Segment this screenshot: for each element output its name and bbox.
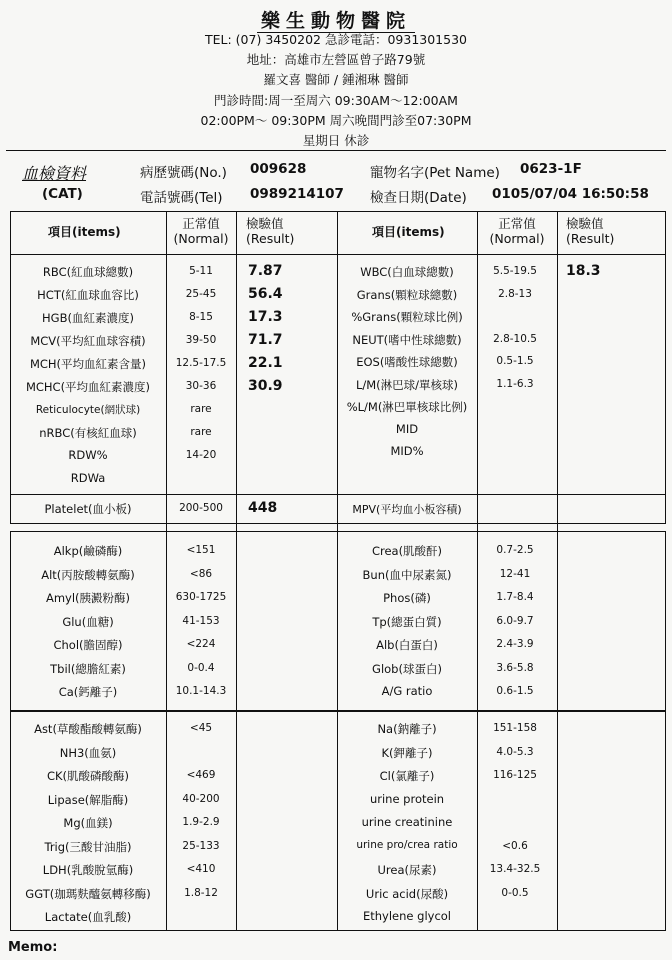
lab-item-name: Phos(磷) (383, 591, 431, 605)
lab-normal-range: 0.6-1.5 (496, 685, 534, 697)
lab-normal-range: 2.4-3.9 (496, 638, 534, 650)
lab-item-name: WBC(白血球總數) (360, 265, 454, 279)
lab-item-name: Uric acid(尿酸) (365, 886, 449, 901)
lab-item-name: NEUT(嗜中性球總數) (352, 332, 462, 347)
lab-normal-range: 5-11 (189, 265, 213, 277)
lab-item-name: %Grans(顆粒球比例) (351, 310, 463, 324)
clinic-address: 地址：高雄市左營區曾子路79號 (246, 52, 426, 67)
lab-normal-range: 116-125 (493, 769, 537, 781)
lab-item-name: Ast(草酸酯酸轉氨酶) (34, 722, 142, 736)
lab-item-name: Ethylene glycol (362, 909, 451, 923)
lab-item-name: Crea(肌酸酐) (371, 544, 443, 558)
platelet-normal: 200-500 (179, 502, 223, 514)
lab-normal-range: <151 (186, 544, 216, 556)
col-rule (477, 211, 478, 931)
lab-normal-range: 0.5-1.5 (496, 355, 534, 367)
lab-item-name: Alb(白蛋白) (376, 638, 438, 652)
lab-item-name: MID (395, 421, 419, 436)
platelet-rule (10, 494, 666, 495)
clinic-hours-3: 星期日 休診 (302, 133, 370, 148)
lab-item-name: urine creatinine (361, 815, 453, 829)
lab-normal-range: 30-36 (185, 380, 217, 392)
lab-normal-range: 2.8-13 (498, 287, 532, 300)
memo-label: Memo: (8, 940, 58, 955)
lab-normal-range: 5.5-19.5 (493, 265, 537, 277)
lab-item-name: CK(肌酸磷酸酶) (46, 769, 130, 783)
lab-item-name: Lipase(解脂酶) (47, 792, 129, 807)
lab-normal-range: 0.7-2.5 (496, 544, 534, 556)
clinic-phone: TEL: (07) 3450202 急診電話：0931301530 (205, 32, 467, 47)
lab-item-name: Tbil(總膽紅素) (50, 661, 126, 676)
lab-item-name: Urea(尿素) (377, 863, 437, 877)
tel-label: 電話號碼(Tel) (140, 190, 223, 206)
lab-item-name: HGB(血紅素濃度) (42, 311, 134, 325)
lab-result-value: 56.4 (248, 286, 283, 302)
lab-result-value: 17.3 (248, 309, 283, 325)
lab-item-name: Chol(膽固醇) (53, 638, 123, 652)
lab-item-name: K(鉀離子) (381, 745, 433, 760)
lab-normal-range: <45 (189, 722, 213, 734)
clinic-hours-2: 02:00PM～ 09:30PM 周六晚間門診至07:30PM (200, 113, 472, 128)
lab-normal-range: 0-0.5 (501, 886, 529, 899)
lab-item-name: %L/M(淋巴單核球比例) (346, 400, 468, 414)
case-no-label: 病歷號碼(No.) (140, 165, 227, 181)
lab-normal-range: 630-1725 (175, 591, 227, 603)
lab-normal-range: 25-133 (182, 839, 220, 852)
lab-normal-range: 4.0-5.3 (496, 745, 534, 758)
lab-item-name: MCV(平均紅血球容積) (30, 334, 146, 348)
lab-item-name: MCHC(平均血紅素濃度) (25, 380, 151, 394)
lab-item-name: GGT(珈瑪麩醯氨轉移酶) (25, 886, 151, 901)
lab-normal-range: 0-0.4 (187, 661, 215, 674)
lab-item-name: EOS(嗜酸性球總數) (356, 355, 458, 369)
lab-item-name: Alkp(鹼磷酶) (53, 544, 123, 558)
lab-item-name: Ca(鈣離子) (58, 685, 118, 699)
lab-normal-range: 8-15 (189, 311, 213, 323)
lab-result-value: 22.1 (248, 355, 283, 371)
lab-item-name: Grans(顆粒球總數) (356, 287, 458, 302)
lab-normal-range: 40-200 (182, 792, 220, 805)
lab-normal-range: 13.4-32.5 (489, 863, 541, 875)
lab-item-name: Glu(血糖) (62, 614, 114, 629)
lab-normal-range: 25-45 (185, 288, 217, 300)
lab-normal-range: rare (190, 426, 212, 438)
lab-normal-range: <0.6 (502, 839, 528, 852)
pet-name-label: 寵物名字(Pet Name) (370, 165, 500, 181)
platelet-item: Platelet(血小板) (44, 502, 132, 516)
lab-item-name: A/G ratio (381, 684, 433, 698)
lab-item-name: Alt(丙胺酸轉氨酶) (41, 567, 135, 582)
clinic-hours-1: 門診時間:周一至周六 09:30AM～12:00AM (214, 93, 458, 108)
lab-normal-range: 12-41 (499, 567, 531, 580)
lab-normal-range: 10.1-14.3 (175, 685, 227, 697)
mpv-item: MPV(平均血小板容積) (352, 503, 462, 516)
cbc-header-rule (10, 254, 666, 255)
col-item-left: 項目(items) (48, 225, 121, 239)
record-title: 血檢資料 (22, 164, 87, 183)
header-rule (6, 150, 666, 151)
col-result-left: 檢驗值 (Result) (246, 216, 295, 246)
lab-normal-range: 1.9-2.9 (182, 816, 220, 828)
date-label: 檢查日期(Date) (370, 190, 467, 206)
lab-item-name: Lactate(血乳酸) (44, 910, 132, 924)
species: (CAT) (42, 186, 83, 202)
lab-item-name: urine protein (369, 791, 445, 806)
lab-normal-range: 14-20 (185, 449, 217, 461)
clinic-name: 樂生動物醫院 (0, 6, 672, 33)
col-result-right: 檢驗值 (Result) (566, 216, 615, 246)
lab-item-name: RBC(紅血球總數) (42, 265, 134, 279)
lab-normal-range: 2.8-10.5 (493, 332, 537, 345)
lab-normal-range: 151-158 (493, 722, 537, 734)
lab-normal-range: <224 (186, 638, 216, 650)
lab-normal-range: 1.1-6.3 (496, 377, 534, 390)
lab-item-name: Na(鈉離子) (377, 722, 437, 736)
pet-name: 0623-1F (520, 161, 582, 177)
clinic-doctors: 羅文喜 醫師 / 鍾湘琳 醫師 (263, 72, 409, 87)
lab-item-name: LDH(乳酸脫氫酶) (42, 863, 134, 877)
lab-item-name: Cl(氯離子) (379, 769, 435, 783)
platelet-result: 448 (248, 500, 278, 516)
col-normal-right: 正常值 (Normal) (489, 216, 545, 246)
col-item-right: 項目(items) (372, 225, 445, 239)
lab-item-name: RDW% (68, 448, 108, 462)
lab-normal-range: 12.5-17.5 (175, 357, 227, 369)
lab-item-name: Tp(總蛋白質) (372, 614, 442, 629)
col-normal-left: 正常值 (Normal) (173, 216, 229, 246)
col-rule (557, 211, 558, 931)
lab-item-name: HCT(紅血球血容比) (37, 288, 139, 302)
lab-item-name: Amyl(胰澱粉酶) (45, 591, 131, 605)
lab-item-name: Reticulocyte(網狀球) (35, 404, 141, 416)
lab-normal-range: <86 (189, 567, 213, 580)
lab-result-value: 71.7 (248, 332, 283, 348)
case-no: 009628 (250, 161, 307, 177)
lab-result-value: 7.87 (248, 263, 283, 279)
lab-item-name: L/M(淋巴球/單核球) (355, 377, 459, 392)
lab-item-name: nRBC(有核紅血球) (39, 426, 137, 440)
lab-normal-range: 6.0-9.7 (496, 614, 534, 627)
lab-item-name: MID% (390, 444, 424, 458)
lab-result-value: 18.3 (566, 263, 601, 279)
lab-normal-range: <469 (186, 769, 216, 781)
lab-normal-range: 39-50 (185, 334, 217, 346)
lab-item-name: MCH(平均血紅素含量) (29, 357, 147, 371)
lab-normal-range: <410 (186, 863, 216, 875)
lab-item-name: Bun(血中尿素氮) (362, 567, 452, 582)
lab-normal-range: 41-153 (182, 614, 220, 627)
lab-item-name: urine pro/crea ratio (356, 838, 458, 851)
lab-item-name: Trig(三酸甘油脂) (44, 839, 132, 854)
lab-item-name: Glob(球蛋白) (372, 661, 442, 676)
lab-normal-range: 3.6-5.8 (496, 661, 534, 674)
lab-item-name: RDWa (70, 471, 106, 485)
lab-result-value: 30.9 (248, 378, 283, 394)
lab-normal-range: 1.8-12 (184, 886, 218, 899)
lab-normal-range: rare (190, 403, 212, 415)
col-rule (337, 211, 338, 931)
tel: 0989214107 (250, 186, 344, 202)
col-rule (236, 211, 237, 931)
lab-item-name: Mg(血鎂) (63, 816, 113, 830)
exam-date: 0105/07/04 16:50:58 (492, 186, 649, 202)
lab-item-name: NH3(血氨) (59, 745, 117, 760)
lab-normal-range: 1.7-8.4 (496, 591, 534, 603)
